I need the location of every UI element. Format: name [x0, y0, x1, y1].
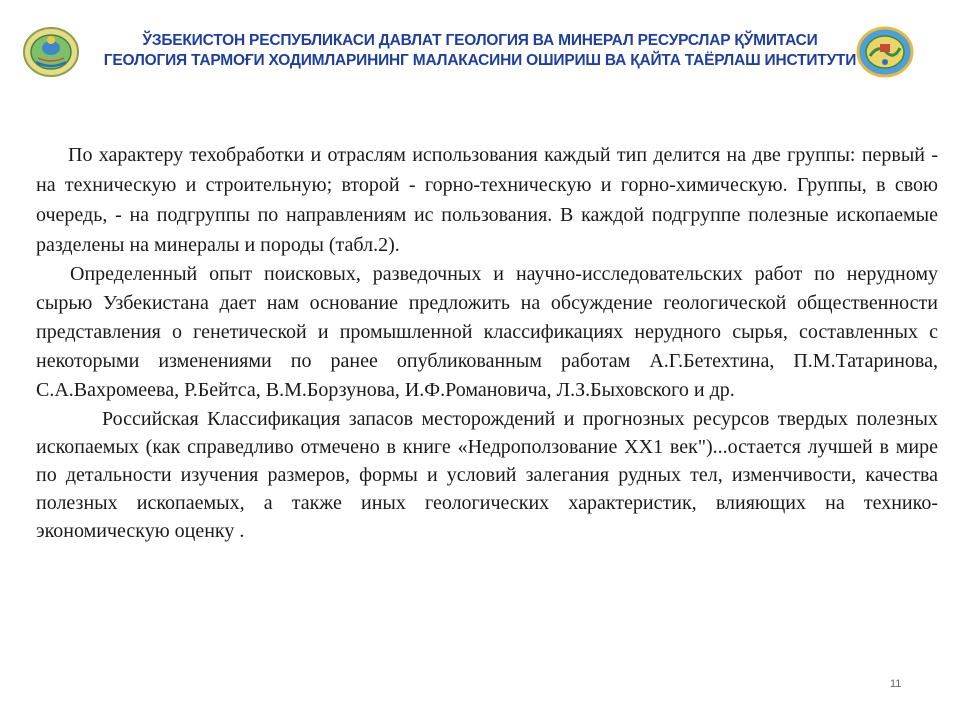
paragraph-classification-groups: По характеру техобработки и отраслям использования каждый тип делится на две группы: первый - на техническую и строительную; второй - горно-техническую и горно-химическую. Группы, в свою очередь, - на подгруппы по направлениям ис пользования. В каждой подгруппе полезные ископаемые разделены на минералы и породы (табл.2).	[36, 144, 938, 256]
page-number: 11	[890, 678, 902, 690]
paragraph-russian-classification: Российская Классификация запасов месторождений и прогнозных ресурсов твердых полезных ископаемых (как справедливо отмечено в книге «Недроползование ХХ1 век")...остается лучшей в мире по детальности изучения размеров, формы и условий залегания рудных тел, изменчивости, качества полезных ископаемых, а также иных геологических характеристик, влияющих на технико-экономическую оценку .	[36, 408, 938, 542]
paragraph-nonmetallic-experience: Определенный опыт поисковых, разведочных и научно-исследовательских работ по нерудному сырью Узбекистана дает нам основание предложить на обсуждение геологической общественности представления о генетической и промышленной классификациях нерудного сырья, составленных с некоторыми изменениями по ранее опубликованным работам А.Г.Бетехтина, П.М.Татаринова, С.А.Вахромеева, Р.Бейтса, В.М.Борзунова, И.Ф.Романовича, Л.З.Быховского и др.	[36, 263, 938, 401]
slide-body	[36, 140, 938, 545]
slide-header	[0, 22, 960, 82]
header-title-line-2: ГЕОЛОГИЯ ТАРМОҒИ ХОДИМЛАРИНИНГ МАЛАКАСИНИ ОШИРИШ ВА ҚАЙТА ТАЁРЛАШ ИНСТИТУТИ	[103, 52, 857, 69]
header-title-line-1: ЎЗБЕКИСТОН РЕСПУБЛИКАСИ ДАВЛАТ ГЕОЛОГИЯ ВА МИНЕРАЛ РЕСУРСЛАР ҚЎМИТАСИ	[142, 32, 818, 49]
institute-seal-icon	[856, 26, 914, 78]
